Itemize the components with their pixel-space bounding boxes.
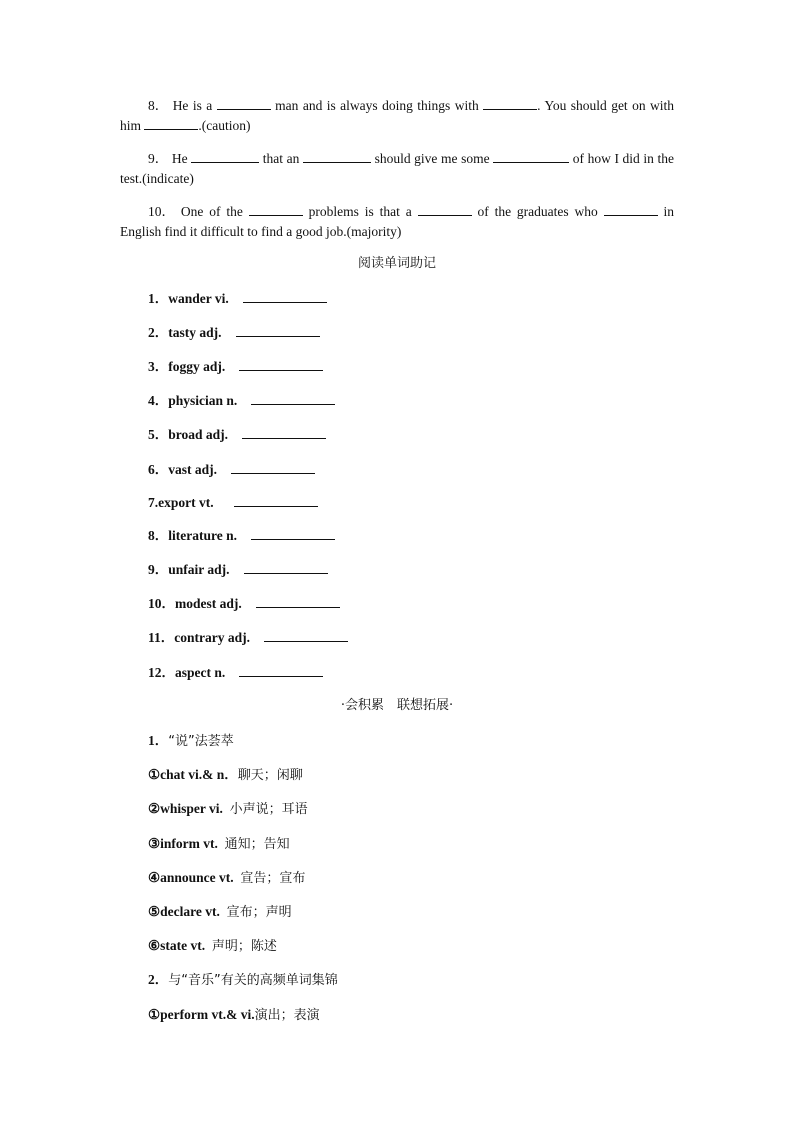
word-meaning: 通知；告知: [224, 837, 290, 852]
exercise-9: [120, 149, 674, 189]
group-title-text: 与“音乐”有关的高频单词集锦: [168, 973, 338, 988]
word-item: [148, 868, 305, 889]
vocab-label: 1．wander vi.: [148, 291, 229, 306]
vocab-label: 3．foggy adj.: [148, 359, 226, 374]
exercise-text: of the graduates who: [477, 204, 598, 219]
group-number: 2．: [148, 972, 169, 987]
vocab-answer-line[interactable]: [239, 664, 323, 677]
vocab-item: [148, 663, 323, 683]
answer-blank[interactable]: [144, 117, 198, 130]
word-meaning: 宣布；声明: [226, 905, 292, 920]
vocab-item: [148, 323, 320, 343]
word-item: [148, 902, 292, 923]
vocab-item: [148, 391, 335, 411]
vocab-item: [148, 357, 323, 377]
answer-blank[interactable]: [483, 97, 537, 110]
answer-blank[interactable]: [303, 150, 371, 163]
vocab-item: [148, 594, 340, 614]
exercise-text: in English find it difficult to find a good job.(majority): [120, 204, 675, 239]
answer-blank[interactable]: [604, 203, 658, 216]
exercise-text: of how I did in the test.(indicate): [120, 151, 674, 186]
group-number: 1．: [148, 733, 169, 748]
vocab-label: 7.export vt.: [148, 495, 214, 510]
exercise-text: . You should get on with him: [120, 98, 675, 133]
word-meaning: 聊天；闲聊: [237, 768, 303, 783]
word: ③inform vt.: [148, 836, 218, 851]
vocab-answer-line[interactable]: [264, 629, 348, 642]
word-item: [148, 936, 277, 957]
vocab-answer-line[interactable]: [231, 461, 315, 474]
vocab-item: [148, 289, 327, 309]
word: ⑥state vt.: [148, 938, 206, 953]
exercise-text: He is a: [172, 98, 213, 113]
exercise-text: man and is always doing things with: [275, 98, 479, 113]
vocab-answer-line[interactable]: [251, 527, 335, 540]
exercise-text: .(caution): [198, 118, 251, 133]
vocab-item: [148, 526, 335, 546]
exercise-text: He: [171, 151, 188, 166]
vocab-item: [148, 493, 318, 513]
exercise-text: problems is that a: [308, 204, 412, 219]
word-meaning: 小声说；耳语: [229, 802, 308, 817]
vocab-answer-line[interactable]: [242, 426, 326, 439]
word-meaning: 宣告；宣布: [240, 871, 306, 886]
word: ⑤declare vt.: [148, 904, 220, 919]
word: ②whisper vi.: [148, 801, 223, 816]
vocab-label: 4．physician n.: [148, 393, 238, 408]
word-item: [148, 1005, 320, 1026]
vocab-label: 10．modest adj.: [148, 596, 242, 611]
exercise-text: that an: [262, 151, 300, 166]
word-meaning: 演出；表演: [254, 1008, 320, 1023]
vocab-answer-line[interactable]: [243, 290, 327, 303]
exercise-text: One of the: [180, 204, 243, 219]
exercise-text: should give me some: [374, 151, 490, 166]
answer-blank[interactable]: [217, 97, 271, 110]
vocab-item: [148, 425, 326, 445]
vocab-answer-line[interactable]: [239, 358, 323, 371]
group-title-text: “说”法荟萃: [168, 734, 234, 749]
answer-blank[interactable]: [191, 150, 259, 163]
reading-words-heading: 阅读单词助记: [357, 256, 436, 271]
vocab-answer-line[interactable]: [256, 595, 340, 608]
vocab-label: 6．vast adj.: [148, 462, 218, 477]
vocab-answer-line[interactable]: [236, 324, 320, 337]
vocab-label: 8．literature n.: [148, 528, 237, 543]
exercise-10: [120, 202, 674, 242]
exercise-8: [120, 96, 674, 136]
vocab-label: 12．aspect n.: [148, 665, 226, 680]
word: ①perform vt.& vi.: [148, 1007, 255, 1022]
vocab-item: [148, 460, 315, 480]
exercise-number: 10．: [148, 204, 175, 219]
word-item: [148, 834, 290, 855]
word-item: [148, 765, 303, 786]
vocab-answer-line[interactable]: [234, 494, 318, 507]
word-meaning: 声明；陈述: [211, 939, 277, 954]
vocab-item: [148, 560, 328, 580]
exercise-number: 9．: [148, 151, 169, 166]
vocab-label: 5．broad adj.: [148, 427, 229, 442]
vocab-item: [148, 628, 348, 648]
answer-blank[interactable]: [249, 203, 303, 216]
vocab-label: 2．tasty adj.: [148, 325, 222, 340]
exercise-number: 8．: [148, 98, 169, 113]
answer-blank[interactable]: [493, 150, 569, 163]
word-item: [148, 799, 308, 820]
vocab-label: 9．unfair adj.: [148, 562, 230, 577]
vocab-answer-line[interactable]: [244, 561, 328, 574]
word: ①chat vi.& n．: [148, 767, 238, 782]
answer-blank[interactable]: [418, 203, 472, 216]
word: ④announce vt.: [148, 870, 234, 885]
group-title: [148, 731, 234, 752]
section-heading: ·会积累 联想拓展·: [340, 698, 454, 713]
vocab-answer-line[interactable]: [251, 392, 335, 405]
vocab-label: 11．contrary adj.: [148, 630, 250, 645]
group-title: [148, 970, 338, 991]
